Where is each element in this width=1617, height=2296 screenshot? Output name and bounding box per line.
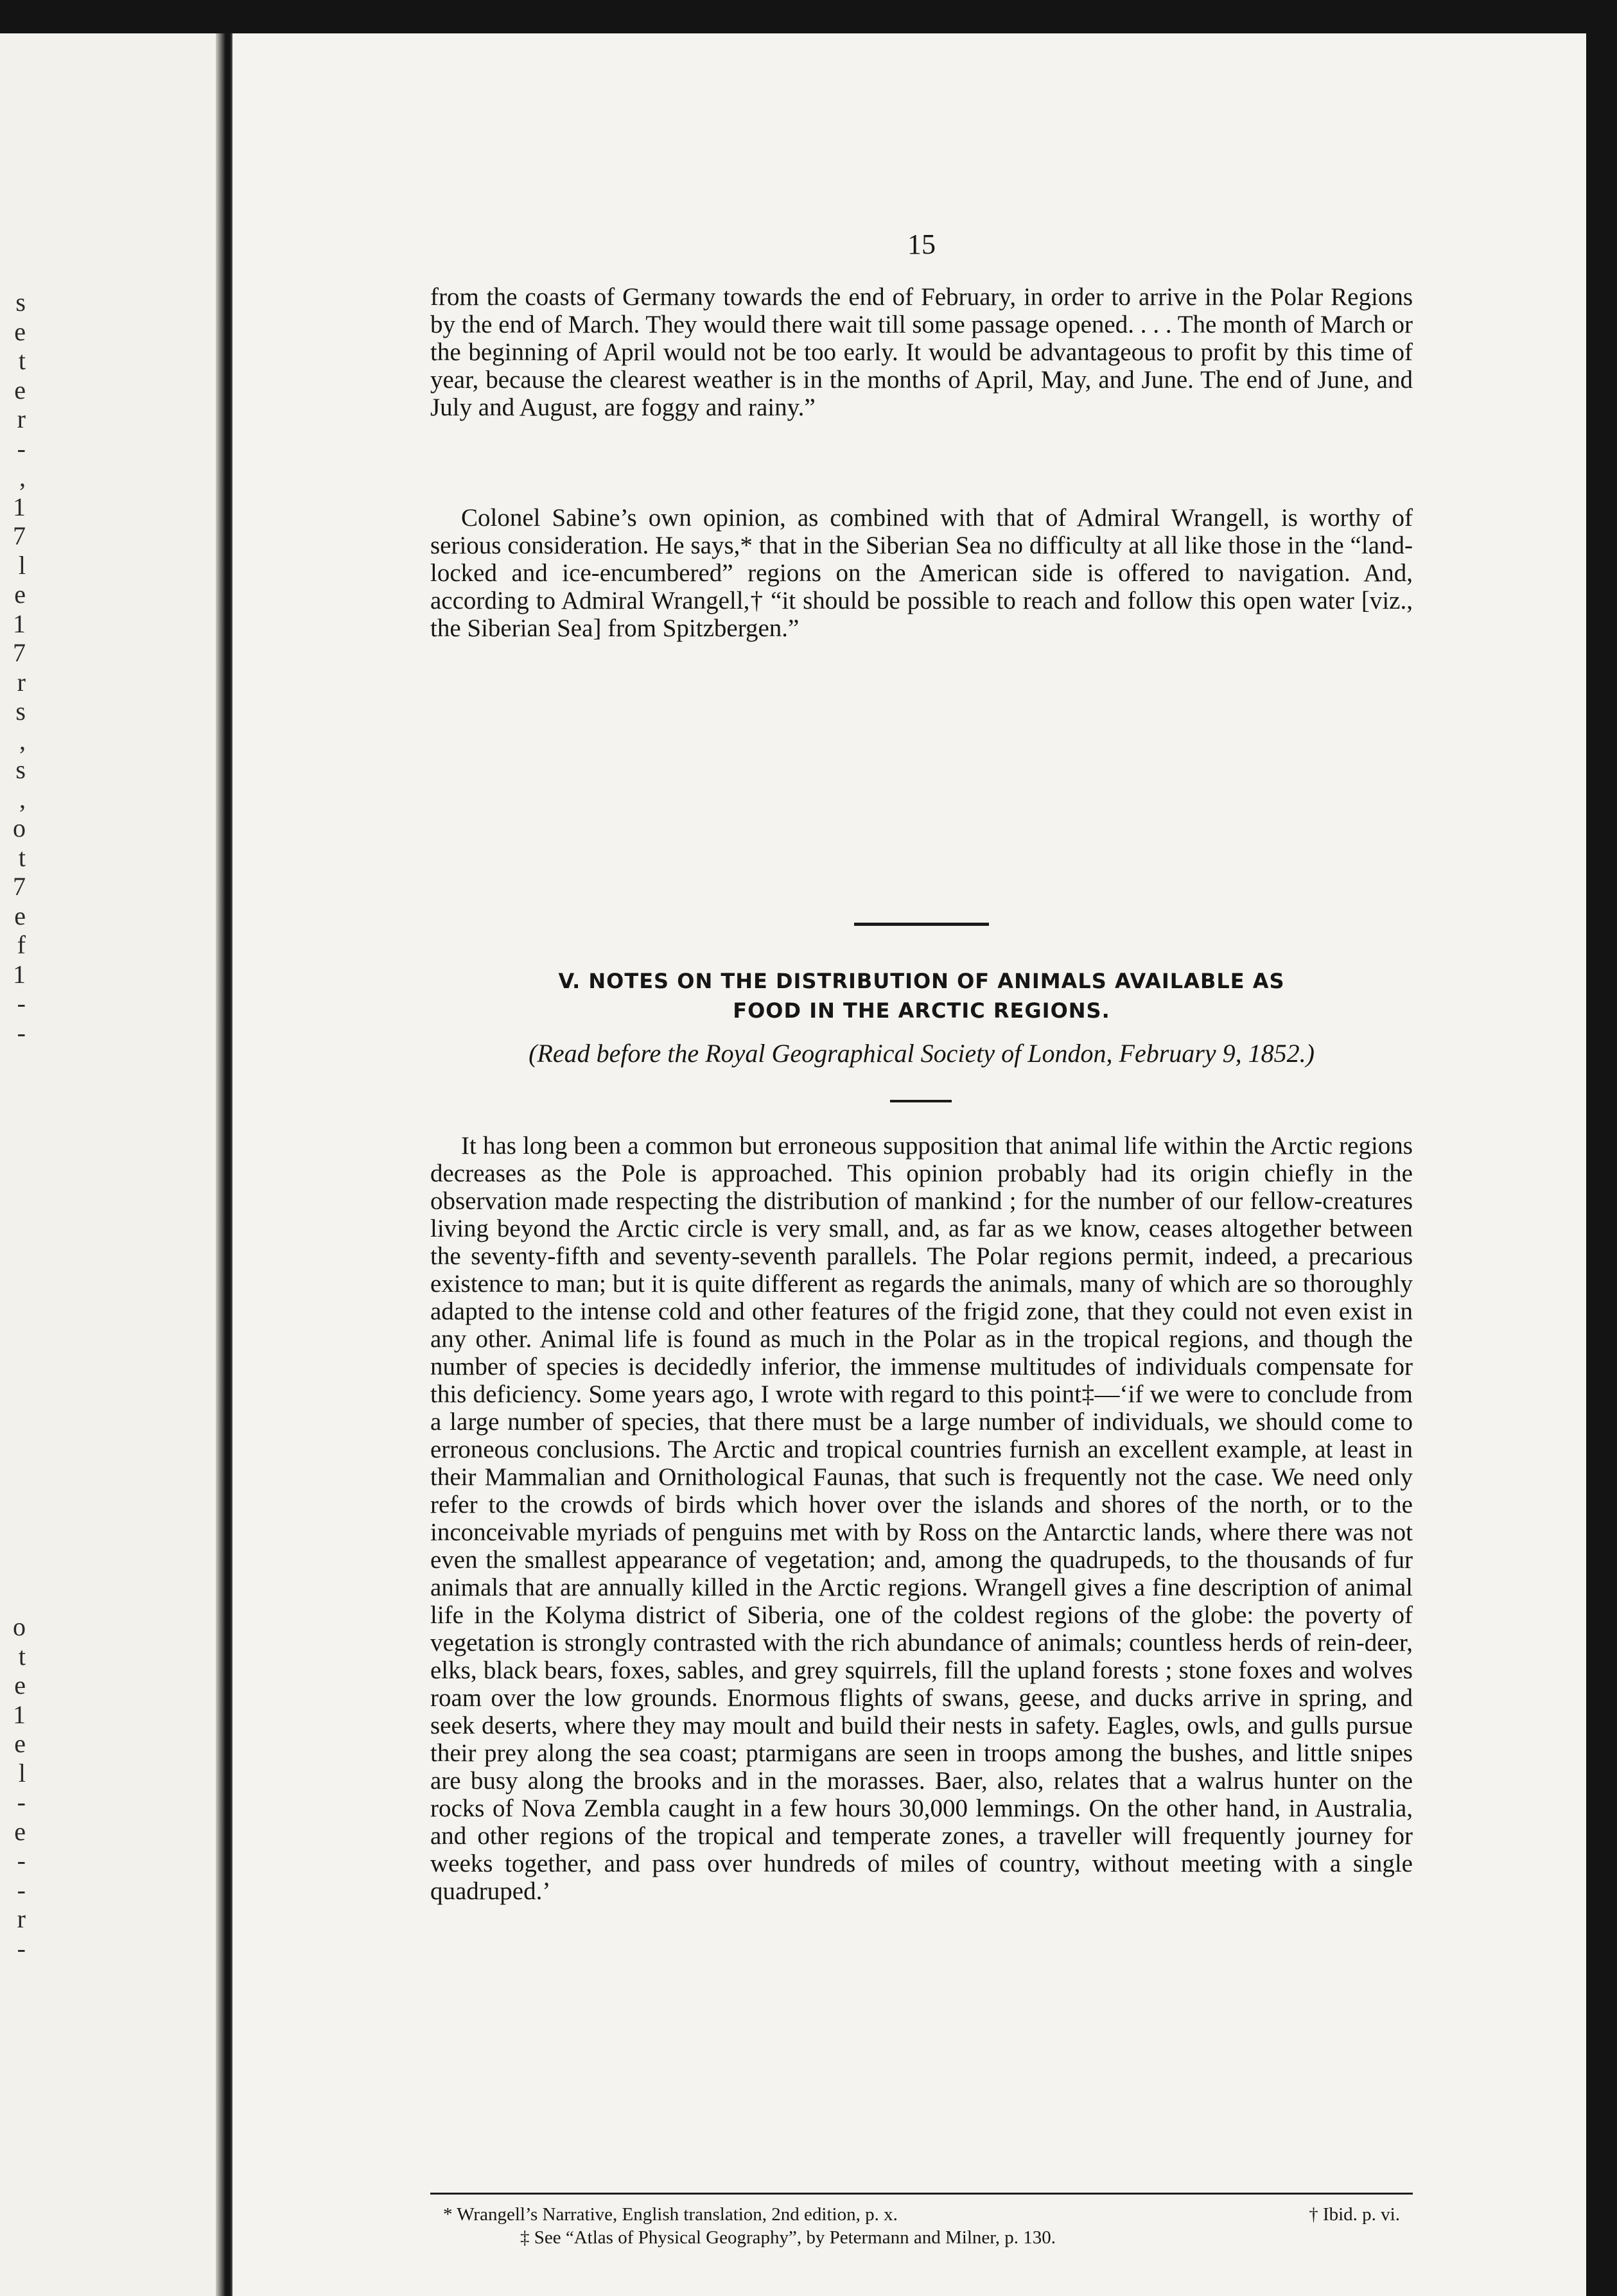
- footnotes: [430, 2203, 1413, 2249]
- section-heading-line1: V. NOTES ON THE DISTRIBUTION OF ANIMALS AVAILABLE AS: [558, 969, 1285, 993]
- edge-letter: e: [14, 901, 26, 930]
- footnote-atlas: ‡ See “Atlas of Physical Geography”, by Petermann and Milner, p. 130.: [520, 2227, 1056, 2248]
- edge-letter: 1: [13, 1700, 26, 1729]
- paragraph-animal-life: It has long been a common but erroneous supposition that animal life within the Arctic regions decreases as the Pole is approached. This opinion probably had its origin chiefly in the observation made respecting the distribution of mankind ; for the number of our fellow-creatures living beyond the Arctic circle is very small, and, as far as we know, ceases altogether between the seventy-fifth and seventy-seventh parallels. The Polar regions permit, indeed, a precarious existence to man; but it is quite different as regards the animals, many of which are so thoroughly adapted to the intense cold and other features of the frigid zone, that they could not even exist in any other. Animal life is found as much in the Polar as in the tropical regions, and though the number of species is decidedly inferior, the immense multitudes of individuals compensate for this deficiency. Some years ago, I wrote with regard to this point‡—‘if we were to conclude from a large number of species, that there must be a large number of individuals, we should come to erroneous conclusions. The Arctic and tropical countries furnish an excellent example, at least in their Mammalian and Ornithological Faunas, that such is frequently not the case. We need only refer to the crowds of birds which hover over the islands and shores of the north, or to the inconceivable myriads of penguins met with by Ross on the Antarctic lands, where there was not even the smallest appearance of vegetation; and, among the quadrupeds, to the thousands of fur animals that are annually killed in the Arctic regions. Wrangell gives a fine description of animal life in the Kolyma district of Siberia, one of the coldest regions of the globe: the poverty of vegetation is strongly contrasted with the rich abundance of animals; countless herds of rein-deer, elks, black bears, foxes, sables, and grey squirrels, fill the upland forests ; stone foxes and wolves roam over the low grounds. Enormous flights of swans, geese, and ducks arrive in spring, and seek deserts, where they may moult and build their nests in safety. Eagles, owls, and gulls pursue their prey along the sea coast; ptarmigans are seen in troops among the bushes, and little snipes are busy along the brooks and in the morasses. Baer, also, relates that a walrus hunter on the rocks of Nova Zembla caught in a few hours 30,000 lemmings. On the other hand, in Australia, and other regions of the tropical and temperate zones, a traveller will frequently journey for weeks together, and pass over hundreds of miles of country, without meeting with a single quadruped.’: [430, 1132, 1413, 1905]
- edge-letter: o: [13, 1612, 26, 1641]
- edge-letter: e: [14, 375, 26, 404]
- edge-letter: 7: [13, 521, 26, 550]
- edge-letter: -: [17, 1875, 26, 1904]
- footnote-ibid: † Ibid. p. vi.: [1309, 2204, 1400, 2225]
- edge-letter: s: [15, 697, 26, 726]
- edge-letter: e: [14, 1816, 26, 1846]
- edge-letter: -: [17, 1787, 26, 1816]
- edge-letter: 1: [13, 609, 26, 638]
- edge-letter: s: [15, 288, 26, 317]
- edge-letter: ,: [19, 463, 26, 492]
- edge-letter: -: [17, 1018, 26, 1047]
- edge-letter: ,: [19, 784, 26, 813]
- edge-letter: -: [17, 433, 26, 463]
- edge-letter: r: [17, 667, 26, 697]
- read-before-note: (Read before the Royal Geographical Society of London, February 9, 1852.): [529, 1039, 1315, 1068]
- edge-letter: -: [17, 989, 26, 1018]
- edge-letter: o: [13, 813, 26, 842]
- edge-letter: r: [17, 1904, 26, 1933]
- section-heading: [430, 966, 1413, 1025]
- scan-border: [1586, 0, 1617, 2296]
- edge-letter: f: [17, 930, 26, 959]
- edge-letter: 7: [13, 872, 26, 901]
- edge-letter: s: [15, 755, 26, 784]
- page-number: 15: [907, 229, 936, 260]
- edge-letter: e: [14, 580, 26, 609]
- edge-letter: r: [17, 404, 26, 433]
- edge-letter: -: [17, 1933, 26, 1963]
- edge-letter: e: [14, 317, 26, 346]
- edge-letter: 1: [13, 492, 26, 521]
- left-page-fragment: [0, 33, 226, 2296]
- footnote-wrangell: * Wrangell’s Narrative, English translation, 2nd edition, p. x.: [443, 2204, 898, 2225]
- edge-letter: ,: [19, 726, 26, 755]
- paragraph-sabine-opinion: Colonel Sabine’s own opinion, as combined with that of Admiral Wrangell, is worthy of serious consideration. He says,* that in the Siberian Sea no difficulty at all like those in the “land-locked and ice-encumbered” regions on the American side is offered to navigation. And, according to Admiral Wrangell,† “it should be possible to reach and follow this open water [viz., the Siberian Sea] from Spitzbergen.”: [430, 504, 1413, 642]
- edge-letter: e: [14, 1671, 26, 1700]
- edge-letter: 7: [13, 638, 26, 667]
- heading-rule: [890, 1100, 952, 1102]
- edge-letter: t: [18, 346, 26, 375]
- footnote-rule: [430, 2193, 1413, 2195]
- edge-letter: l: [18, 1758, 26, 1787]
- section-heading-line2: FOOD IN THE ARCTIC REGIONS.: [733, 998, 1110, 1023]
- paragraph-continuation: from the coasts of Germany towards the end of February, in order to arrive in the Polar Regions by the end of March. They would there wait till some passage opened. . . . The month of March or the beginning of April would not be too early. It would be advantageous to profit by this time of year, because the clearest weather is in the months of April, May, and June. The end of June, and July and August, are foggy and rainy.”: [430, 283, 1413, 421]
- edge-letter: l: [18, 550, 26, 580]
- edge-letter: -: [17, 1846, 26, 1875]
- section-divider: [854, 923, 989, 926]
- edge-letter: e: [14, 1729, 26, 1758]
- edge-letter: t: [18, 1641, 26, 1671]
- edge-letter: 1: [13, 959, 26, 989]
- edge-letter: t: [18, 842, 26, 872]
